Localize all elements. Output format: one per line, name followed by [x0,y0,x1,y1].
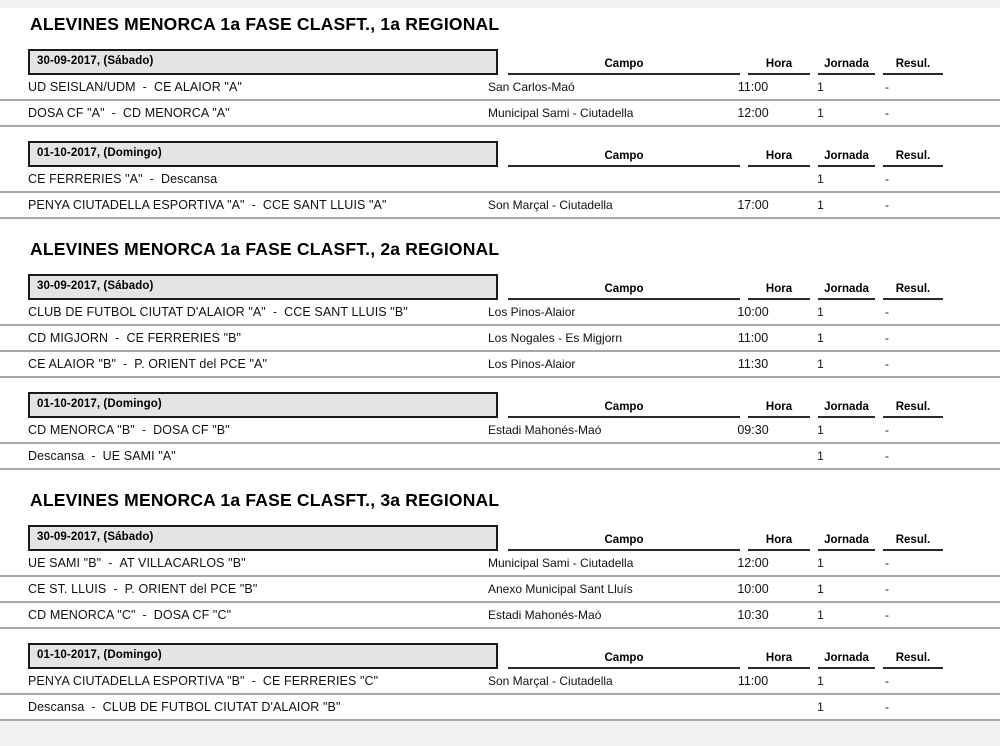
match-teams [0,198,478,212]
column-header-jornada [818,392,875,418]
match-result: - [885,172,889,186]
section-title: ALEVINES MENORCA 1a FASE CLASFT., 2a REGIONAL [30,239,500,259]
date-header: 30-09-2017, (Sábado) [28,274,498,300]
team-separator: - [142,608,147,622]
team-separator: - [149,172,154,186]
match-result: - [885,198,889,212]
match-row [0,418,1000,444]
column-header-hora [748,141,810,167]
away-team: UE SAMI "A" [102,449,176,463]
home-team: DOSA CF "A" [28,106,105,120]
column-header-resul [883,274,943,300]
date-header: 01-10-2017, (Domingo) [28,643,498,669]
away-team: CE FERRERIES "B" [126,331,242,345]
home-team: CE FERRERIES "A" [28,172,143,186]
match-teams [0,331,478,345]
column-header-hora [748,392,810,418]
match-jornada: 1 [817,556,824,570]
team-separator: - [142,80,147,94]
match-row [0,603,1000,629]
match-jornada: 1 [817,423,824,437]
match-teams [0,608,478,622]
match-result: - [885,106,889,120]
column-header-jornada [818,49,875,75]
away-team: CCE SANT LLUIS "A" [262,198,387,212]
block-header-row [0,392,1000,418]
team-separator: - [141,423,147,437]
away-team: CLUB DE FUTBOL CIUTAT D'ALAIOR "B" [102,700,341,714]
match-row [0,669,1000,695]
column-header-resul [883,643,943,669]
match-jornada: 1 [817,198,824,212]
match-teams [0,172,478,186]
column-header-jornada-label: Jornada [824,401,869,413]
column-header-jornada-label: Jornada [824,58,869,70]
team-separator: - [251,198,256,212]
match-time: 12:00 [737,556,769,570]
home-team: PENYA CIUTADELLA ESPORTIVA "A" [28,198,245,212]
competition-section [0,239,1000,470]
competition-section [0,490,1000,721]
match-time: 11:00 [737,674,769,688]
home-team: Descansa [28,449,85,463]
home-team: UD SEISLAN/UDM [28,80,136,94]
team-separator: - [111,106,116,120]
block-header-row [0,141,1000,167]
match-result: - [885,608,889,622]
match-time: 12:00 [737,106,769,120]
away-team: DOSA CF "B" [153,423,230,437]
away-team: P. ORIENT del PCE "A" [134,357,268,371]
match-row [0,577,1000,603]
date-header: 30-09-2017, (Sábado) [28,49,498,75]
home-team: CLUB DE FUTBOL CIUTAT D'ALAIOR "A" [28,305,266,319]
match-result: - [885,331,889,345]
column-header-hora [748,49,810,75]
home-team: CD MENORCA "B" [28,423,135,437]
page-background-fill [0,721,1000,746]
match-time: 10:00 [737,305,769,319]
column-header-jornada-label: Jornada [824,283,869,295]
section-title: ALEVINES MENORCA 1a FASE CLASFT., 3a REGIONAL [30,490,500,510]
column-header-campo-label: Campo [604,534,644,546]
column-header-resul-label: Resul. [895,401,931,413]
matchday-block [0,643,1000,721]
match-result: - [885,582,889,596]
match-time: 10:00 [737,582,769,596]
matchday-block [0,49,1000,127]
match-teams [0,556,478,570]
match-venue: Estadi Mahonés-Maó [488,423,602,437]
column-headers [498,274,1000,300]
block-header-row [0,525,1000,551]
match-result: - [885,449,889,463]
match-teams [0,674,478,688]
column-header-hora-label: Hora [765,283,793,295]
match-result: - [885,423,889,437]
match-result: - [885,80,889,94]
column-header-campo-label: Campo [604,283,644,295]
column-header-jornada [818,141,875,167]
column-header-resul [883,525,943,551]
match-jornada: 1 [817,357,824,371]
match-venue: Son Marçal - Ciutadella [488,198,613,212]
match-row [0,695,1000,721]
column-header-campo [508,392,740,418]
team-separator: - [91,449,96,463]
date-header: 01-10-2017, (Domingo) [28,392,498,418]
column-header-resul-label: Resul. [895,58,931,70]
column-header-resul-label: Resul. [895,534,931,546]
column-header-jornada-label: Jornada [824,150,869,162]
match-time: 09:30 [737,423,769,437]
away-team: AT VILLACARLOS "B" [119,556,246,570]
home-team: PENYA CIUTADELLA ESPORTIVA "B" [28,674,245,688]
away-team: CE ALAIOR "A" [153,80,242,94]
column-header-campo-label: Campo [604,652,644,664]
away-team: P. ORIENT del PCE "B" [124,582,258,596]
home-team: UE SAMI "B" [28,556,102,570]
team-separator: - [115,331,120,345]
match-teams [0,80,478,94]
section-title: ALEVINES MENORCA 1a FASE CLASFT., 1a REGIONAL [30,14,500,34]
match-row [0,444,1000,470]
match-jornada: 1 [817,80,824,94]
column-header-hora [748,274,810,300]
match-result: - [885,357,889,371]
column-header-hora-label: Hora [765,534,793,546]
team-separator: - [251,674,256,688]
sections-container [0,8,1000,721]
column-header-jornada [818,274,875,300]
home-team: CD MENORCA "C" [28,608,136,622]
column-headers [498,392,1000,418]
column-header-hora [748,525,810,551]
column-header-campo-label: Campo [604,58,644,70]
match-result: - [885,556,889,570]
match-row [0,352,1000,378]
block-header-row [0,49,1000,75]
column-header-hora-label: Hora [765,58,793,70]
match-venue: Municipal Sami - Ciutadella [488,556,634,570]
column-header-hora-label: Hora [765,652,793,664]
column-headers [498,141,1000,167]
match-time: 11:00 [737,331,769,345]
match-jornada: 1 [817,172,824,186]
column-header-resul-label: Resul. [895,283,931,295]
column-headers [498,49,1000,75]
matchday-block [0,141,1000,219]
match-row [0,167,1000,193]
schedule-page [0,8,1000,721]
column-header-campo [508,525,740,551]
match-teams [0,305,478,319]
match-time: 10:30 [737,608,769,622]
match-teams [0,357,478,371]
home-team: CD MIGJORN [28,331,109,345]
column-header-hora [748,643,810,669]
matchday-block [0,392,1000,470]
column-header-resul [883,49,943,75]
match-venue: Son Marçal - Ciutadella [488,674,613,688]
match-jornada: 1 [817,608,824,622]
match-venue: San Carlos-Maó [488,80,575,94]
home-team: CE ST. LLUIS [28,582,107,596]
column-header-resul-label: Resul. [895,150,931,162]
match-venue: Los Pinos-Alaior [488,357,576,371]
column-header-jornada-label: Jornada [824,652,869,664]
match-row [0,326,1000,352]
competition-section [0,8,1000,219]
match-teams [0,582,478,596]
match-jornada: 1 [817,106,824,120]
match-row [0,101,1000,127]
match-teams [0,449,478,463]
match-teams [0,700,478,714]
column-header-campo [508,141,740,167]
column-header-resul-label: Resul. [895,652,931,664]
column-header-campo-label: Campo [604,150,644,162]
column-header-resul [883,141,943,167]
match-jornada: 1 [817,674,824,688]
team-separator: - [113,582,118,596]
column-headers [498,525,1000,551]
column-header-campo [508,49,740,75]
date-header: 01-10-2017, (Domingo) [28,141,498,167]
column-header-hora-label: Hora [765,401,793,413]
match-time: 11:00 [737,80,769,94]
match-jornada: 1 [817,331,824,345]
match-result: - [885,700,889,714]
matchday-block [0,525,1000,629]
match-row [0,75,1000,101]
away-team: CD MENORCA "A" [122,106,230,120]
away-team: CE FERRERIES "C" [262,674,379,688]
home-team: CE ALAIOR "B" [28,357,116,371]
match-teams [0,423,478,437]
block-header-row [0,643,1000,669]
match-venue: Estadi Mahonés-Maó [488,608,602,622]
column-header-campo [508,274,740,300]
column-header-hora-label: Hora [765,150,793,162]
date-header: 30-09-2017, (Sábado) [28,525,498,551]
team-separator: - [108,556,113,570]
match-time: 17:00 [737,198,769,212]
match-row [0,193,1000,219]
column-header-jornada [818,643,875,669]
team-separator: - [272,305,278,319]
match-result: - [885,674,889,688]
column-header-jornada [818,525,875,551]
match-result: - [885,305,889,319]
match-time: 11:30 [737,357,769,371]
home-team: Descansa [28,700,85,714]
match-jornada: 1 [817,449,824,463]
column-header-campo [508,643,740,669]
match-jornada: 1 [817,582,824,596]
match-venue: Anexo Municipal Sant Lluís [488,582,633,596]
match-venue: Los Pinos-Alaior [488,305,576,319]
match-venue: Los Nogales - Es Migjorn [488,331,623,345]
away-team: CCE SANT LLUIS "B" [284,305,408,319]
column-header-jornada-label: Jornada [824,534,869,546]
column-header-resul [883,392,943,418]
match-jornada: 1 [817,305,824,319]
away-team: DOSA CF "C" [153,608,232,622]
block-header-row [0,274,1000,300]
team-separator: - [91,700,96,714]
match-jornada: 1 [817,700,824,714]
team-separator: - [122,357,128,371]
matchday-block [0,274,1000,378]
column-headers [498,643,1000,669]
match-teams [0,106,478,120]
column-header-campo-label: Campo [604,401,644,413]
match-row [0,300,1000,326]
away-team: Descansa [160,172,218,186]
match-venue: Municipal Sami - Ciutadella [488,106,634,120]
match-row [0,551,1000,577]
